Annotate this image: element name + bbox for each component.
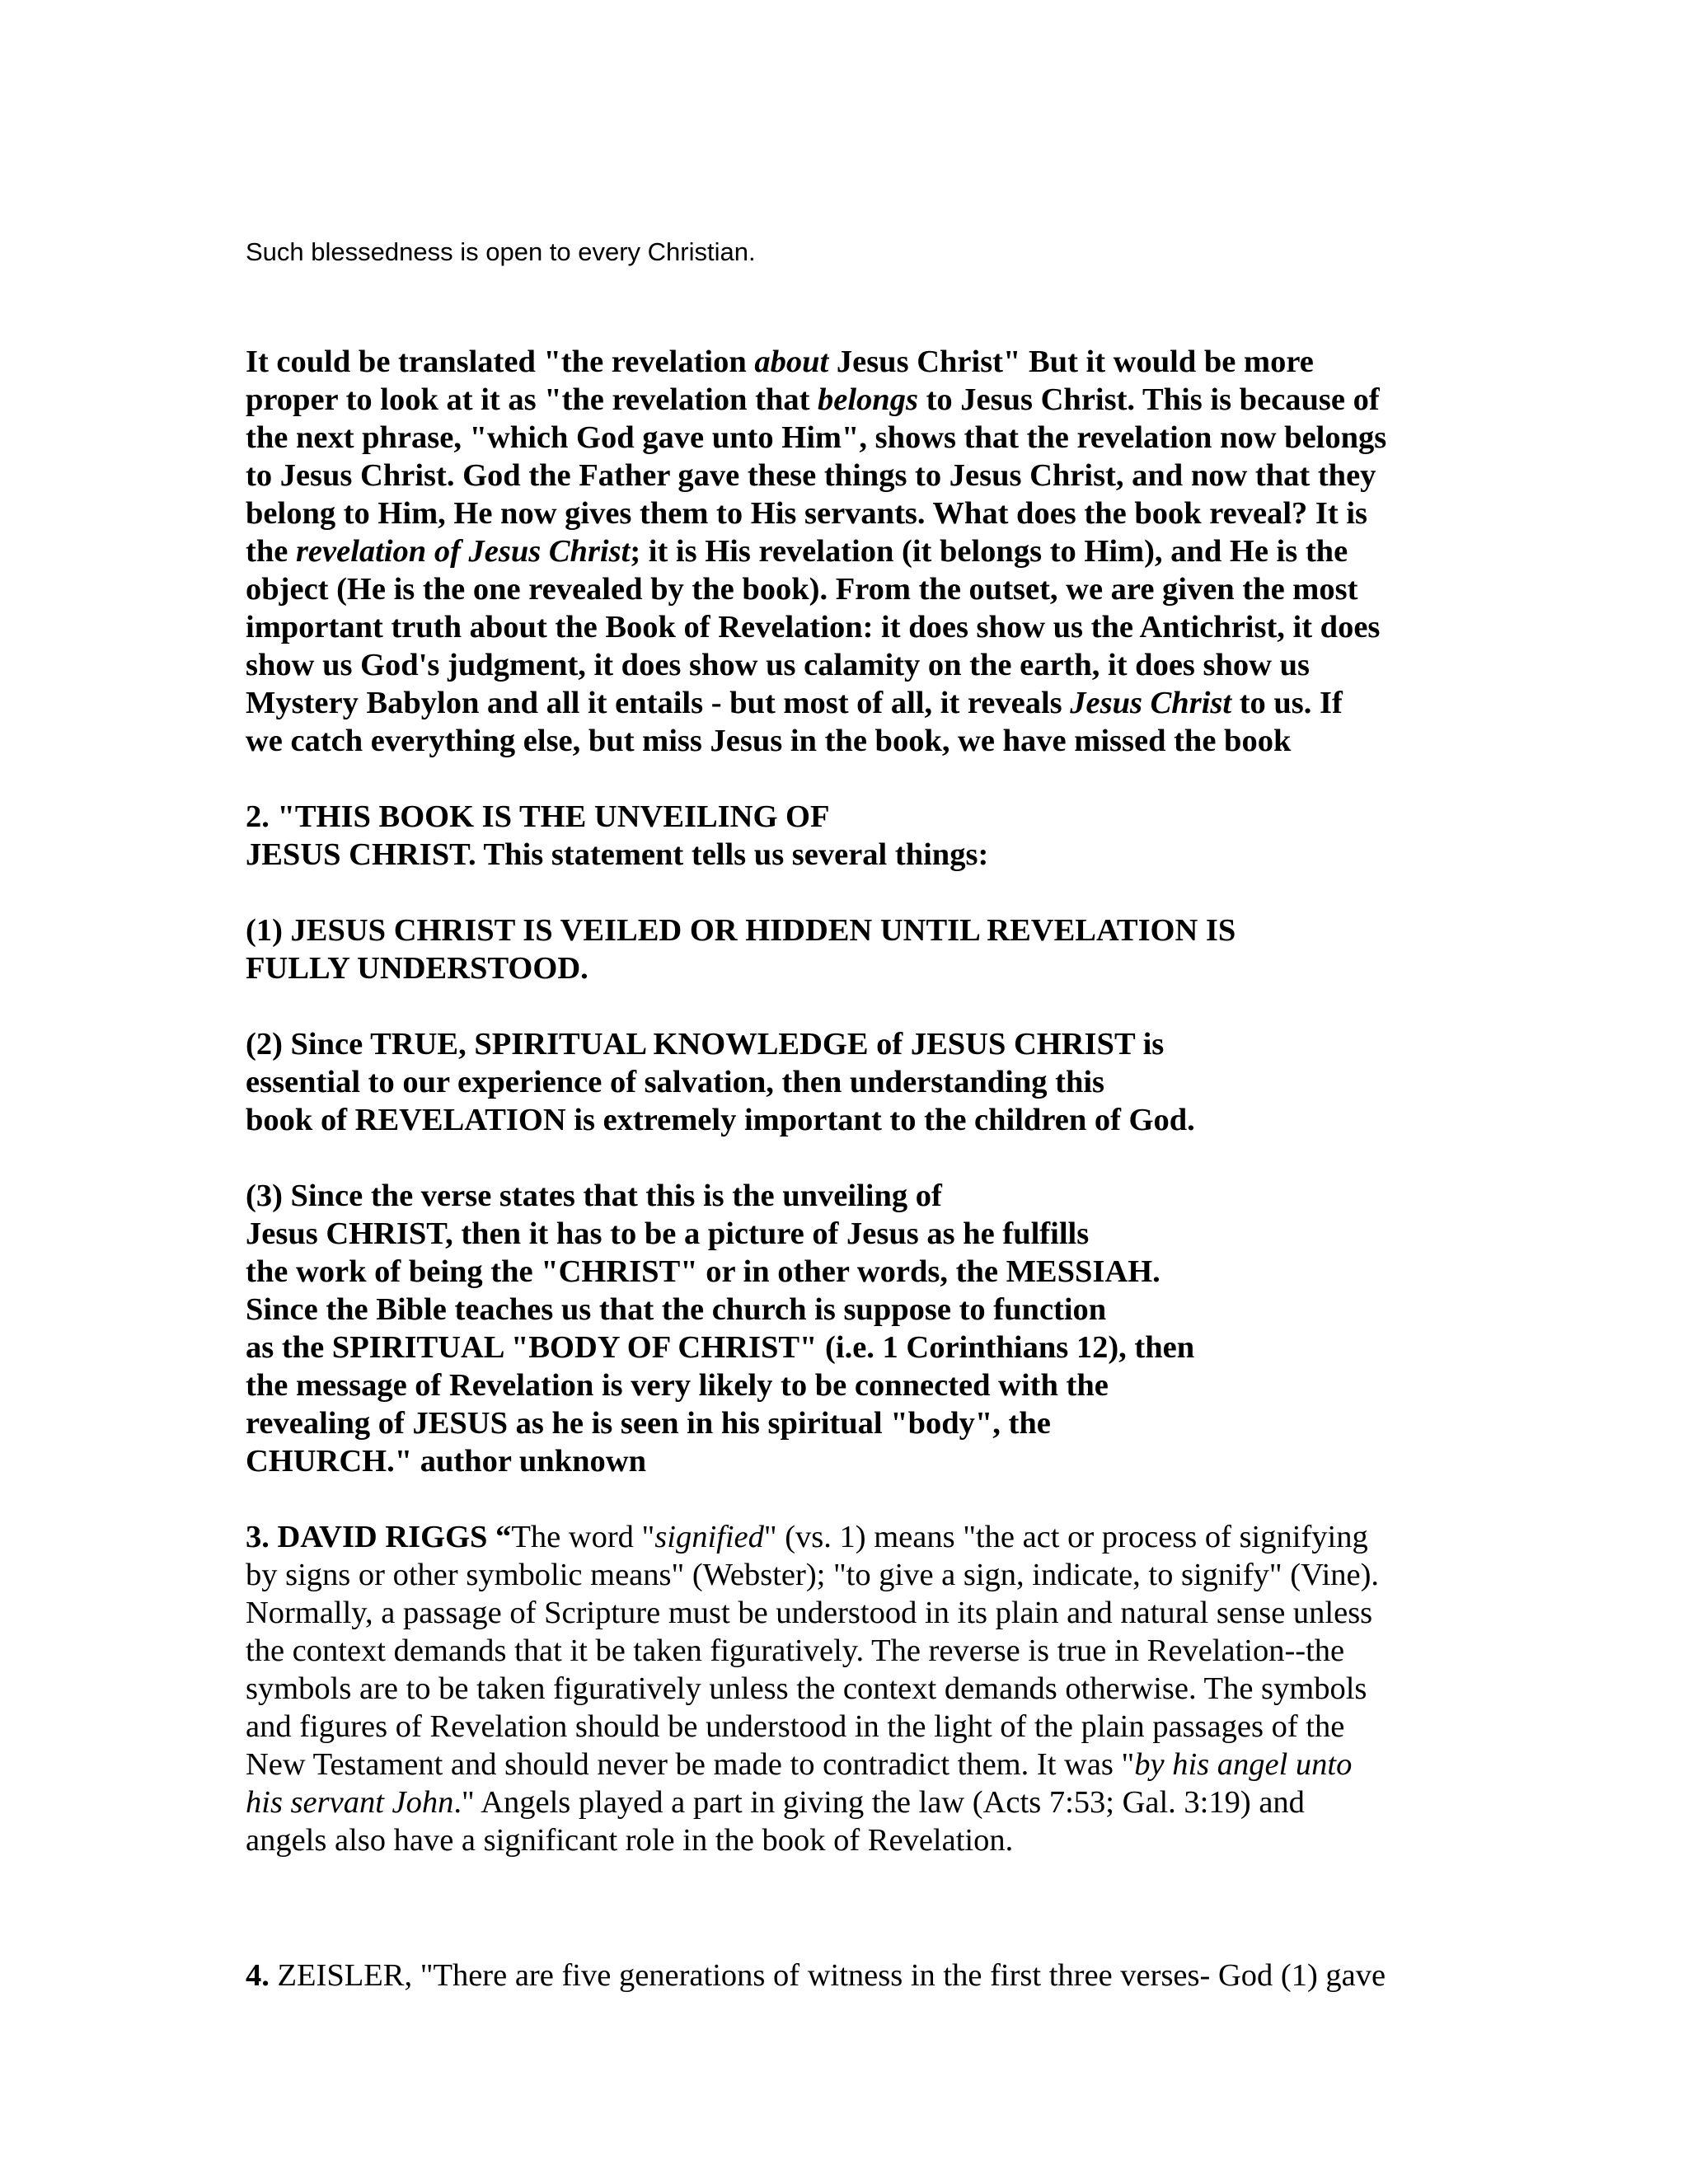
section3-line-2: by signs or other symbolic means" (Webster); "to give a sign, indicate, to signify" (Vine). — [246, 1558, 1380, 1592]
point2-line-3: book of REVELATION is extremely important to the children of God. — [246, 1103, 1195, 1137]
point3-line-2: Jesus CHRIST, then it has to be a picture of Jesus as he fulfills — [246, 1216, 1090, 1251]
section4-line-1: 4. ZEISLER, "There are five generations of witness in the first three verses- God (1) gave — [246, 1958, 1386, 1993]
section1-line-8: important truth about the Book of Revelation: it does show us the Antichrist, it does — [246, 610, 1381, 644]
point3-line-4: Since the Bible teaches us that the church is suppose to function — [246, 1292, 1107, 1327]
section1-line-6: the revelation of Jesus Christ; it is His revelation (it belongs to Him), and He is the — [246, 534, 1348, 569]
intro-line: Such blessedness is open to every Christian. — [246, 237, 756, 266]
point3-line-3: the work of being the "CHRIST" or in other words, the MESSIAH. — [246, 1254, 1160, 1289]
point3-line-1: (3) Since the verse states that this is the unveiling of — [246, 1179, 942, 1213]
section3-line-3: Normally, a passage of Scripture must be understood in its plain and natural sense unless — [246, 1596, 1373, 1630]
section1-line-5: belong to Him, He now gives them to His servants. What does the book reveal? It is — [246, 496, 1368, 531]
point2-line-2: essential to our experience of salvation, then understanding this — [246, 1065, 1105, 1099]
section1-line-2: proper to look at it as "the revelation that belongs to Jesus Christ. This is because of — [246, 382, 1380, 417]
section3-line-7: New Testament and should never be made to contradict them. It was "by his angel unto — [246, 1747, 1353, 1782]
point2-line-1: (2) Since TRUE, SPIRITUAL KNOWLEDGE of JESUS CHRIST is — [246, 1027, 1165, 1062]
point1-line-1: (1) JESUS CHRIST IS VEILED OR HIDDEN UNTIL REVELATION IS — [246, 913, 1236, 948]
point3-line-5: as the SPIRITUAL "BODY OF CHRIST" (i.e. 1 Corinthians 12), then — [246, 1330, 1195, 1365]
section3-line-1: 3. DAVID RIGGS “The word "signified" (vs. 1) means "the act or process of signifying — [246, 1520, 1368, 1554]
section1-line-9: show us God's judgment, it does show us calamity on the earth, it does show us — [246, 648, 1310, 682]
section3-line-8: his servant John." Angels played a part in giving the law (Acts 7:53; Gal. 3:19) and — [246, 1785, 1305, 1820]
section1-line-10: Mystery Babylon and all it entails - but most of all, it reveals Jesus Christ to us. If — [246, 686, 1343, 720]
point1-line-2: FULLY UNDERSTOOD. — [246, 951, 588, 986]
section1-line-7: object (He is the one revealed by the book). From the outset, we are given the most — [246, 572, 1358, 607]
section1-line-11: we catch everything else, but miss Jesus in the book, we have missed the book — [246, 724, 1292, 758]
section1-line-3: the next phrase, "which God gave unto Him", shows that the revelation now belongs — [246, 420, 1387, 455]
section1-line-1: It could be translated "the revelation about Jesus Christ" But it would be more — [246, 344, 1314, 379]
point3-line-6: the message of Revelation is very likely to be connected with the — [246, 1368, 1109, 1403]
section3-line-9: angels also have a significant role in the book of Revelation. — [246, 1823, 1014, 1858]
point3-line-8: CHURCH." author unknown — [246, 1444, 647, 1479]
section2-line-2: JESUS CHRIST. This statement tells us several things: — [246, 837, 989, 872]
section3-line-5: symbols are to be taken figuratively unless the context demands otherwise. The symbols — [246, 1671, 1367, 1706]
section3-line-6: and figures of Revelation should be understood in the light of the plain passages of the — [246, 1709, 1345, 1744]
section3-line-4: the context demands that it be taken figuratively. The reverse is true in Revelation--the — [246, 1633, 1345, 1668]
section1-line-4: to Jesus Christ. God the Father gave these things to Jesus Christ, and now that they — [246, 458, 1376, 493]
section2-line-1: 2. "THIS BOOK IS THE UNVEILING OF — [246, 799, 830, 834]
point3-line-7: revealing of JESUS as he is seen in his spiritual "body", the — [246, 1406, 1051, 1441]
